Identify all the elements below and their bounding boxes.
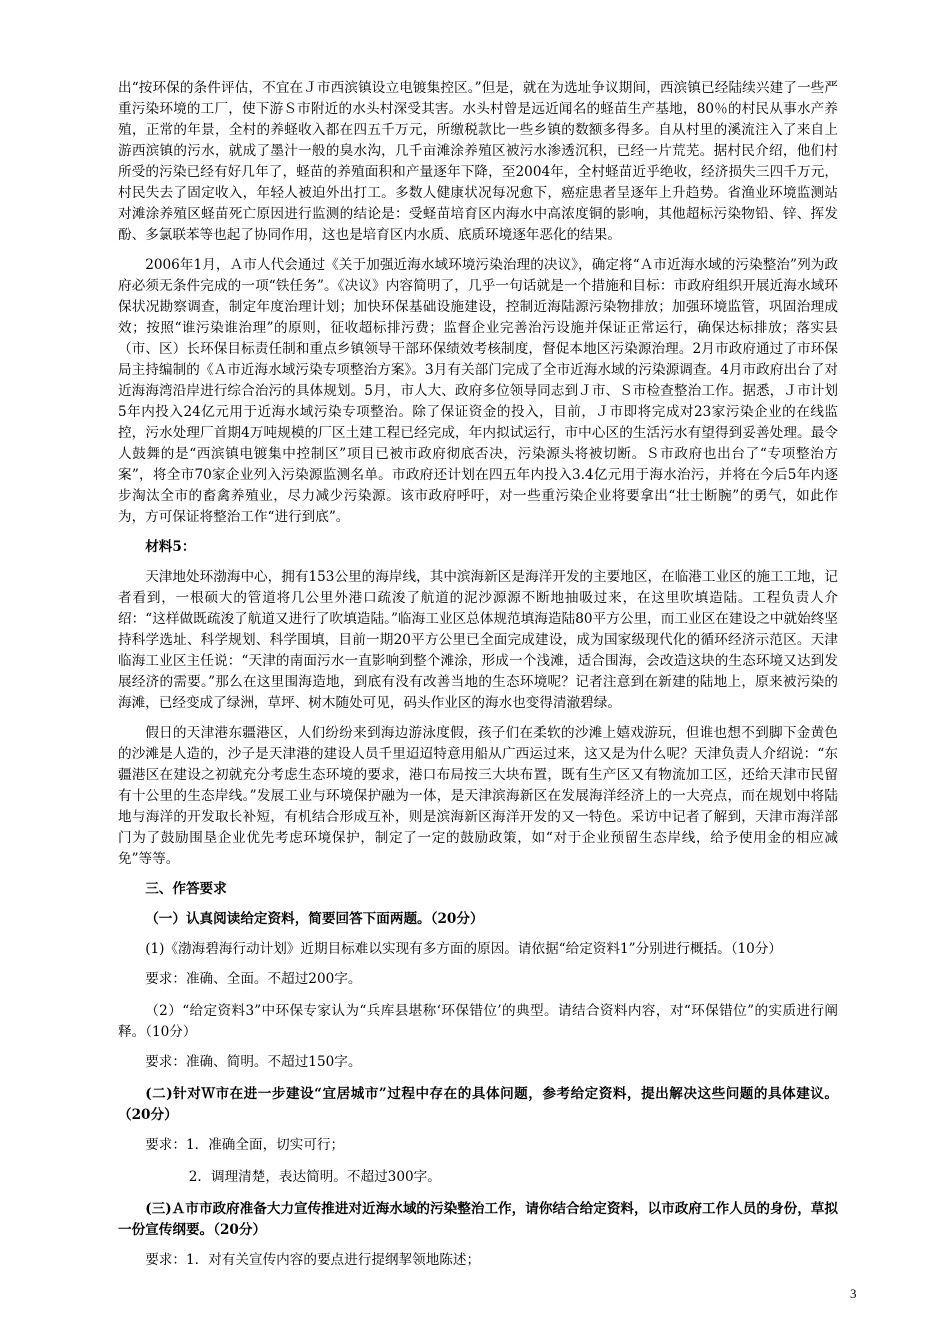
paragraph-a-city-resolution: 2006年1月，Ａ市人代会通过《关于加强近海水域环境污染治理的决议》，确定将“Ａ市近海水域的污染整治”列为政府必须无条件完成的一项“铁任务”。《决议》内容简明了，几乎一句话就是一个措施和目标：市政府组织开展近海水域环保状况勘察调查，制定年度治理计划；加快环保基础设施建设，控制近海陆源污染物排放；加强环境监管，巩固治理成效；按照“谁污染谁治理”的原则，征收超标排污费；监督企业完善治污设施并保证正常运行，确保达标排放；落实县（市、区）长环保目标责任制和重点乡镇领导干部环保绩效考核制度，督促本地区污染源治理。2月市政府通过了市环保局主持编制的《Ａ市近海水域污染专项整治方案》。3月有关部门完成了全市近海水域的污染源调查。4月市政府出台了对近海海湾沿岸进行综合治污的具体规划。5月，市人大、政府多位领导同志到Ｊ市、Ｓ市检查整治工作。据悉，Ｊ市计划5年内投入24亿元用于近海水域污染专项整治。除了保证资金的投入，目前，Ｊ市即将完成对23家污染企业的在线监控，污水处理厂首期4万吨规模的厂区土建工程已经完成，年内拟试运行，市中心区的生活污水有望得到妥善处理。最令人鼓舞的是“西滨镇电镀集中控制区”项目已被市政府彻底否决，污染源头将被切断。Ｓ市政府也出台了“专项整治方案”，将全市70家企业列入污染源监测名单。市政府还计划在四五年内投入3.4亿元用于海水治污，并将在今后5年内逐步淘汰全市的畜禽养殖业，尽力减少污染源。该市政府呼吁，对一些重污染企业将要拿出“壮士断腕”的勇气，如此作为，方可保证将整治工作“进行到底”。 bbox=[118, 257, 838, 525]
question-3-requirement-1: 要求：1．对有关宣传内容的要点进行提纲挈领地陈述； bbox=[145, 1252, 481, 1268]
question-1-heading: （一）认真阅读给定资料，简要回答下面两题。（20分） bbox=[145, 911, 484, 927]
question-1-1-requirement: 要求：准确、全面。不超过200字。 bbox=[145, 971, 362, 987]
material-5-heading: 材料5： bbox=[145, 539, 196, 555]
question-2-heading: (二)针对Ｗ市在进一步建设“宜居城市”过程中存在的具体问题，参考给定资料，提出解决这些问题的具体建议。（20分） bbox=[118, 1086, 838, 1123]
page-number: 3 bbox=[850, 1286, 857, 1301]
section-3-heading: 三、作答要求 bbox=[145, 881, 227, 897]
paragraph-tianjin-port: 假日的天津港东疆港区，人们纷纷来到海边游泳度假，孩子们在柔软的沙滩上嬉戏游玩，但谁也想不到脚下金黄色的沙滩是人造的，沙子是天津港的建设人员千里迢迢特意用船从广西运过来，这又是为什么呢？天津负责人介绍说：“东疆港区在建设之初就充分考虑生态环境的要求，港口布局按三大块布置，既有生产区又有物流加工区，还给天津市民留有十公里的生态岸线。”发展工业与环境保护融为一体，是天津滨海新区在发展海洋经济上的一大亮点，而在规划中将陆地与海洋的开发取长补短，有机结合形成互补，则是滨海新区海洋开发的又一特色。采访中记者了解到，天津市海洋部门为了鼓励围垦企业优先考虑环境保护，制定了一定的鼓励政策，如“对于企业预留生态岸线，给予使用金的相应减免”等等。 bbox=[118, 725, 838, 867]
paragraph-tianjin-coast: 天津地处环渤海中心，拥有153公里的海岸线，其中滨海新区是海洋开发的主要地区，在临港工业区的施工工地，记者看到，一根硕大的管道将几公里外港口疏浚了航道的泥沙源源不断地抽吸过来，在这里吹填造陆。工程负责人介绍：“这样做既疏浚了航道又进行了吹填造陆。”临海工业区总体规范填海造陆80平方公里，而工业区在建设之中就始终坚持科学选址、科学规划、科学围填，目前一期20平方公里已全面完成建设，成为国家级现代化的循环经济示范区。天津临海工业区主任说：“天津的南面污水一直影响到整个滩涂，形成一个浅滩，适合围海，会改造这块的生态环境又达到发展经济的需要。”那么在这里围海造地，到底有没有改善当地的生态环境呢？记者注意到在新建的陆地上，原来被污染的海滩，已经变成了绿洲，草坪、树木随处可见，码头作业区的海水也变得清澈碧绿。 bbox=[118, 569, 838, 711]
question-2-requirement-2: 2．调理清楚，表达简明。不超过300字。 bbox=[188, 1169, 441, 1185]
paragraph-shuitou-village: 出“按环保的条件评估，不宜在Ｊ市西滨镇设立电镀集控区。”但是，就在为选址争议期间，西滨镇已经陆续兴建了一些严重污染环境的工厂，使下游Ｓ市附近的水头村深受其害。水头村曾是远近闻名的蛏苗生产基地，80％的村民从事水产养殖，正常的年景，全村的养蛏收入都在四五千万元，所缴税款比一些乡镇的数额多得多。自从村里的溪流注入了来自上游西滨镇的污水，就成了墨汁一般的臭水沟，几千亩滩涂养殖区被污水渗透沉积，已经一片荒芜。据村民介绍，他们村所受的污染已经有好几年了，蛏苗的养殖面积和产量逐年下降，至2004年，全村蛏苗近乎绝收，经济损失三四千万元，村民失去了固定收入，年轻人被迫外出打工。多数人健康状况每况愈下，癌症患者呈逐年上升趋势。省渔业环境监测站对滩涂养殖区蛏苗死亡原因进行监测的结论是：受蛏苗培育区内海水中高浓度铜的影响，其他超标污染物铅、锌、挥发酚、多氯联苯等也起了协同作用，这也是培育区内水质、底质环境逐年恶化的结果。 bbox=[118, 80, 838, 243]
question-2-requirement-1: 要求：1．准确全面，切实可行； bbox=[145, 1137, 345, 1153]
question-1-1: (1)《渤海碧海行动计划》近期目标难以实现有多方面的原因。请依据“给定资料1”分别进行概括。（10分） bbox=[145, 941, 783, 957]
question-1-2: （2）“给定资料3”中环保专家认为“兵库县堪称‘环保错位’的典型。请结合资料内容，对“环保错位”的实质进行阐释。（10分） bbox=[118, 1003, 838, 1040]
document-page bbox=[118, 78, 838, 1282]
question-1-2-requirement: 要求：准确、简明。不超过150字。 bbox=[145, 1054, 362, 1070]
question-3-heading: (三)Ａ市市政府准备大力宣传推进对近海水域的污染整治工作，请你结合给定资料，以市政府工作人员的身份，草拟一份宣传纲要。（20分） bbox=[118, 1201, 838, 1238]
